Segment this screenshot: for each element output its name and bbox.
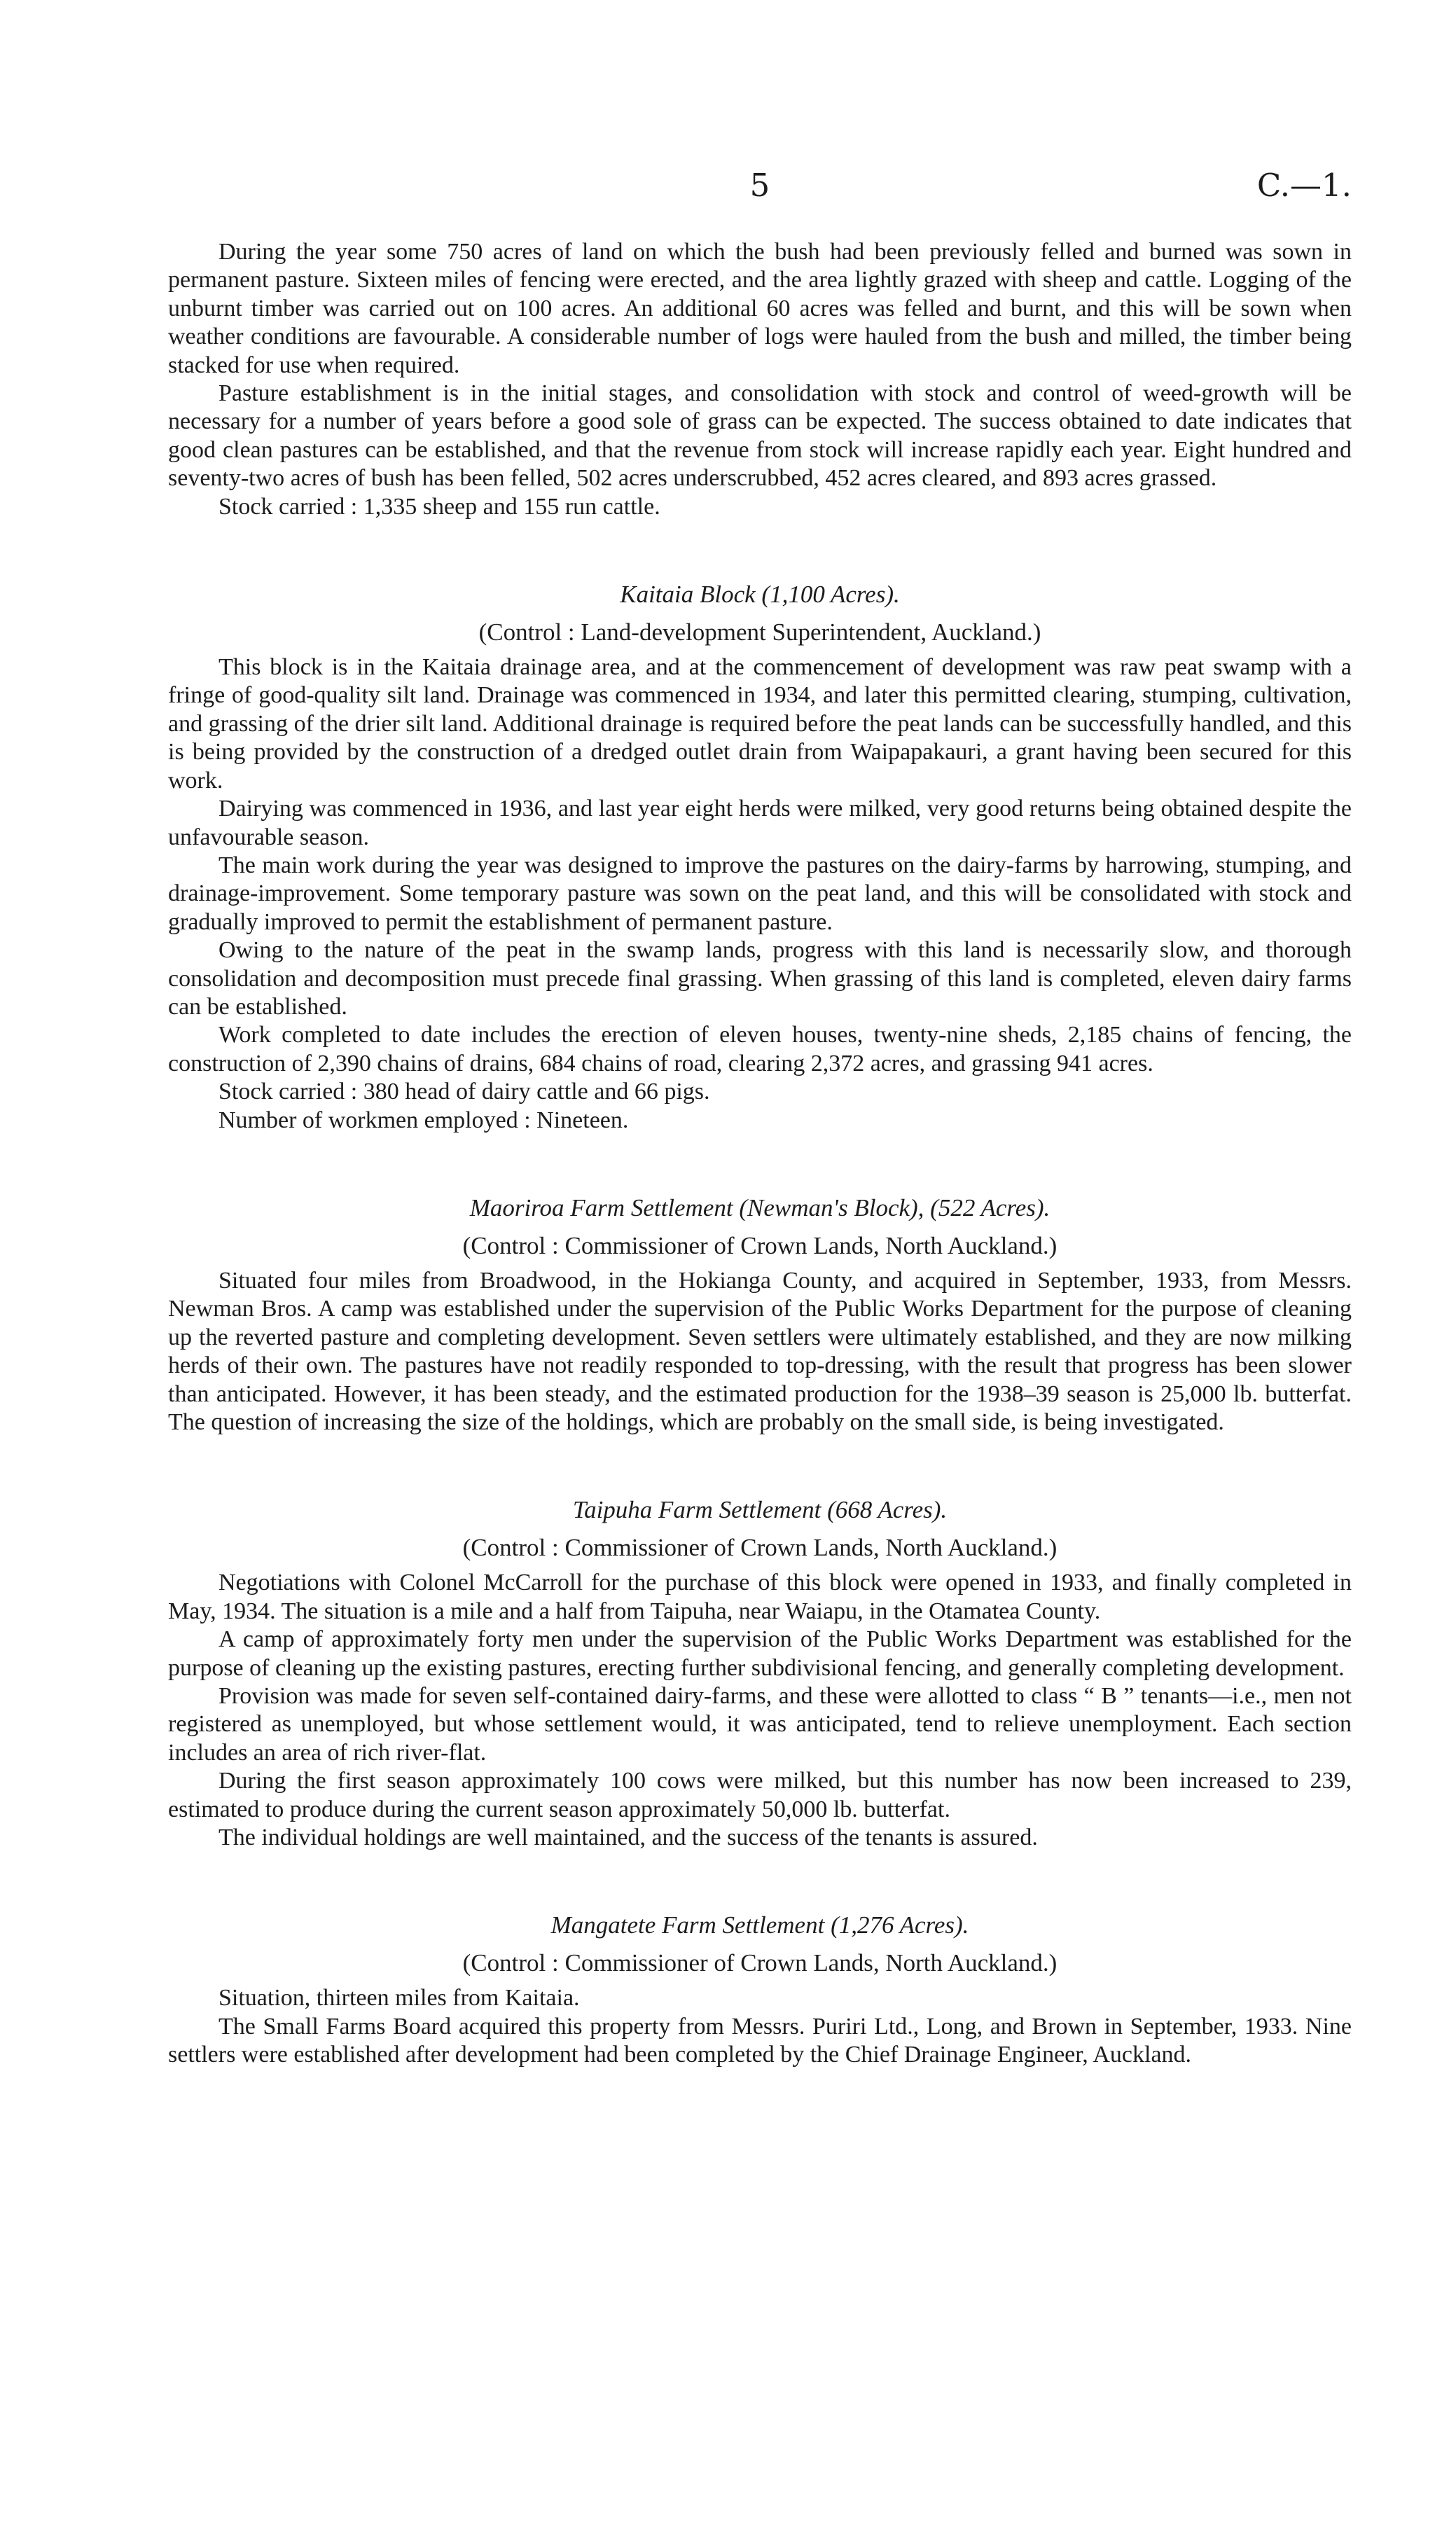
section-taipuha-farm-settlement bbox=[168, 1495, 1352, 1852]
section-title: Maoriroa Farm Settlement (Newman's Block), (522 Acres). bbox=[469, 1193, 1051, 1221]
section-maoriroa-farm-settlement bbox=[168, 1193, 1352, 1436]
page-number: 5 bbox=[749, 167, 770, 204]
paragraph: Situated four miles from Broadwood, in the Hokianga County, and acquired in September, 1933, from Messrs. Newman Bros. A camp was established under the supervision of the Public Works Department for the purpose of cleaning up the reverted pasture and completing development. Seven settlers were ultimately established, and they are now milking herds of their own. The pastures have not readily responded to top-dressing, with the result that progress has been slower than anticipated. However, it has been steady, and the estimated production for the 1938–39 season is 25,000 lb. butterfat. The question of increasing the size of the holdings, which are probably on the small side, is being investigated. bbox=[168, 1267, 1352, 1435]
paragraph: The main work during the year was designed to improve the pastures on the dairy-farms by harrowing, stumping, and drainage-improvement. Some temporary pasture was sown on the peat land, and this will be consolidated with stock and gradually improved to permit the establishment of permanent pasture. bbox=[168, 852, 1352, 935]
paragraph: Number of workmen employed : Nineteen. bbox=[219, 1107, 629, 1133]
paragraph: Negotiations with Colonel McCarroll for the purchase of this block were opened in 1933, and finally completed in May, 1934. The situation is a mile and a half from Taipuha, near Waiapu, in the Otamatea County. bbox=[168, 1570, 1352, 1624]
section-mangatete-farm-settlement bbox=[168, 1910, 1352, 2069]
intro-block bbox=[168, 238, 1352, 521]
paragraph: During the first season approximately 100 cows were milked, but this number has now been increased to 239, estimated to produce during the current season approximately 50,000 lb. butterfat. bbox=[168, 1768, 1352, 1822]
section-title: Kaitaia Block (1,100 Acres). bbox=[620, 581, 900, 609]
paragraph: Owing to the nature of the peat in the swamp lands, progress with this land is necessarily slow, and thorough consolidation and decomposition must precede final grassing. When grassing of this land is completed, eleven dairy farms can be established. bbox=[168, 937, 1352, 1020]
paragraph: Dairying was commenced in 1936, and last year eight herds were milked, very good returns being obtained despite the unfavourable season. bbox=[168, 796, 1352, 850]
page-body bbox=[168, 238, 1352, 2070]
paragraph: The Small Farms Board acquired this property from Messrs. Puriri Ltd., Long, and Brown in September, 1933. Nine settlers were established after development had been completed by the Chief Drainage Engineer, Auckland. bbox=[168, 2013, 1352, 2068]
section-title: Mangatete Farm Settlement (1,276 Acres). bbox=[550, 1911, 969, 1939]
section-kaitaia-block bbox=[168, 579, 1352, 1135]
paragraph: Work completed to date includes the erection of eleven houses, twenty-nine sheds, 2,185 chains of fencing, the construction of 2,390 chains of drains, 684 chains of road, clearing 2,372 acres, and grassing 941 acres. bbox=[168, 1022, 1352, 1076]
paragraph: Pasture establishment is in the initial stages, and consolidation with stock and control of weed-growth will be necessary for a number of years before a good sole of grass can be expected. The success obtained to date indicates that good clean pastures can be established, and that the revenue from stock will increase rapidly each year. Eight hundred and seventy-two acres of bush has been felled, 502 acres underscrubbed, 452 acres cleared, and 893 acres grassed. bbox=[168, 380, 1352, 492]
paragraph: A camp of approximately forty men under the supervision of the Public Works Department was established for the purpose of cleaning up the existing pastures, erecting further subdivisional fencing, and generally completing development. bbox=[168, 1626, 1352, 1681]
section-control: (Control : Commissioner of Crown Lands, North Auckland.) bbox=[462, 1534, 1058, 1562]
section-control: (Control : Commissioner of Crown Lands, North Auckland.) bbox=[462, 1231, 1058, 1259]
section-control: (Control : Commissioner of Crown Lands, North Auckland.) bbox=[462, 1949, 1058, 1977]
paragraph: The individual holdings are well maintained, and the success of the tenants is assured. bbox=[219, 1825, 1038, 1851]
paragraph: This block is in the Kaitaia drainage area, and at the commencement of development was raw peat swamp with a fringe of good-quality silt land. Drainage was commenced in 1934, and later this permitted clearing, stumping, cultivation, and grassing of the drier silt land. Additional drainage is required before the peat lands can be successfully handled, and this is being provided by the construction of a dredged outlet drain from Waipapakauri, a grant having been secured for this work. bbox=[168, 654, 1352, 794]
section-title: Taipuha Farm Settlement (668 Acres). bbox=[572, 1496, 948, 1524]
paragraph: Stock carried : 1,335 sheep and 155 run cattle. bbox=[219, 493, 660, 520]
paragraph: During the year some 750 acres of land on which the bush had been previously felled and burned was sown in permanent pasture. Sixteen miles of fencing were erected, and the area lightly grazed with sheep and cattle. Logging of the unburnt timber was carried out on 100 acres. An additional 60 acres was felled and burnt, and this will be sown when weather conditions are favourable. A considerable number of logs were hauled from the bush and milled, the timber being stacked for use when required. bbox=[168, 239, 1352, 378]
paragraph: Situation, thirteen miles from Kaitaia. bbox=[219, 1985, 580, 2012]
document-reference: C.—1. bbox=[1256, 167, 1352, 204]
paragraph: Stock carried : 380 head of dairy cattle and 66 pigs. bbox=[219, 1079, 710, 1105]
page-header bbox=[168, 167, 1352, 216]
section-control: (Control : Land-development Superintendent, Auckland.) bbox=[478, 618, 1041, 646]
paragraph: Provision was made for seven self-contained dairy-farms, and these were allotted to class “ B ” tenants—i.e., men not registered as unemployed, but whose settlement would, it was anticipated, tend to relieve unemployment. Each section includes an area of rich river-flat. bbox=[168, 1683, 1352, 1766]
